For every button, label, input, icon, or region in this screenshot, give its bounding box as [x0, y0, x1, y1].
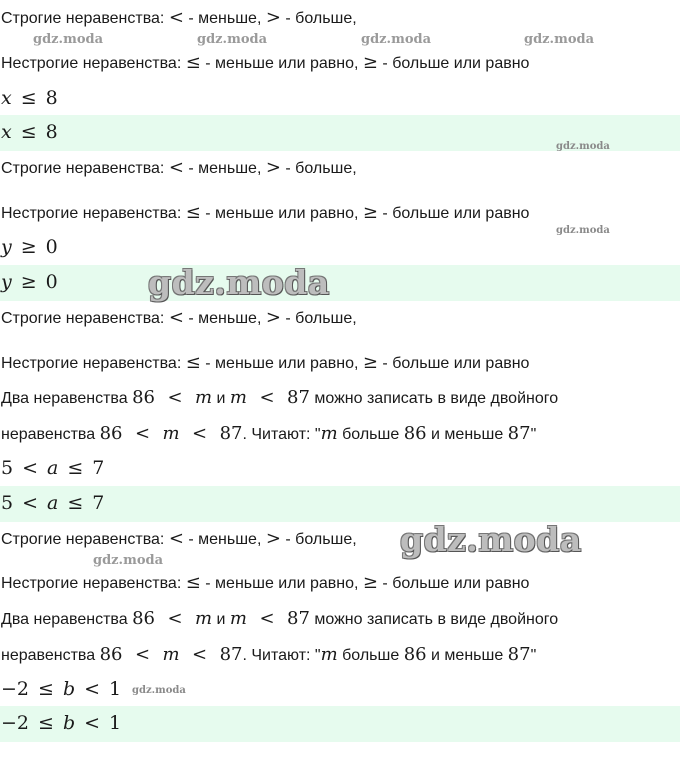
strict-inequalities-line: Строгие неравенства: < - меньше, > - больше, — [1, 7, 357, 28]
strict-inequalities-line: Строгие неравенства: < - меньше, > - больше, — [1, 157, 357, 178]
nonstrict-inequalities-line: Нестрогие неравенства: ≤ - меньше или равно, ≥ - больше или равно — [1, 52, 530, 73]
ge-symbol: ≥ — [362, 52, 378, 73]
watermark: gdz.moda — [197, 32, 268, 47]
nonstrict-inequalities-line: Нестрогие неравенства: ≤ - меньше или равно, ≥ - больше или равно — [1, 202, 530, 223]
double-inequality-reading: неравенства 86 < m < 87. Читают: "m больше 86 и меньше 87" — [1, 644, 537, 665]
watermark-large: gdz.moda — [148, 263, 330, 302]
strict-inequalities-line: Строгие неравенства: < - меньше, > - больше, — [1, 528, 357, 549]
formula-5-lt-a-le-7: 5 < a ≤ 7 — [1, 457, 105, 479]
double-inequality-intro: Два неравенства 86 < m и m < 87 можно записать в виде двойного — [1, 387, 559, 408]
formula-neg2-le-b-lt-1: −2 ≤ b < 1 — [1, 678, 122, 700]
less-symbol: < — [168, 7, 184, 28]
nonstrict-inequalities-line: Нестрогие неравенства: ≤ - меньше или равно, ≥ - больше или равно — [1, 352, 530, 373]
watermark: gdz.moda — [132, 685, 186, 696]
greater-symbol: > — [265, 7, 281, 28]
answer-y-ge-0: y ≥ 0 — [0, 265, 680, 301]
answer-5-lt-a-le-7: 5 < a ≤ 7 — [0, 486, 680, 522]
watermark: gdz.moda — [93, 553, 164, 568]
double-inequality-reading: неравенства 86 < m < 87. Читают: "m больше 86 и меньше 87" — [1, 423, 537, 444]
le-symbol: ≤ — [185, 52, 201, 73]
nonstrict-inequalities-line: Нестрогие неравенства: ≤ - меньше или равно, ≥ - больше или равно — [1, 572, 530, 593]
formula-y-ge-0: y ≥ 0 — [1, 236, 58, 258]
watermark: gdz.moda — [524, 32, 595, 47]
formula-x-le-8: x ≤ 8 — [1, 87, 58, 109]
watermark-large: gdz.moda — [400, 520, 582, 559]
answer-neg2-le-b-lt-1: −2 ≤ b < 1 — [0, 706, 680, 742]
watermark: gdz.moda — [33, 32, 104, 47]
strict-inequalities-line: Строгие неравенства: < - меньше, > - больше, — [1, 307, 357, 328]
answer-x-le-8: x ≤ 8 — [0, 115, 680, 151]
watermark: gdz.moda — [361, 32, 432, 47]
double-inequality-intro: Два неравенства 86 < m и m < 87 можно записать в виде двойного — [1, 608, 559, 629]
watermark: gdz.moda — [556, 141, 610, 152]
watermark: gdz.moda — [556, 225, 610, 236]
